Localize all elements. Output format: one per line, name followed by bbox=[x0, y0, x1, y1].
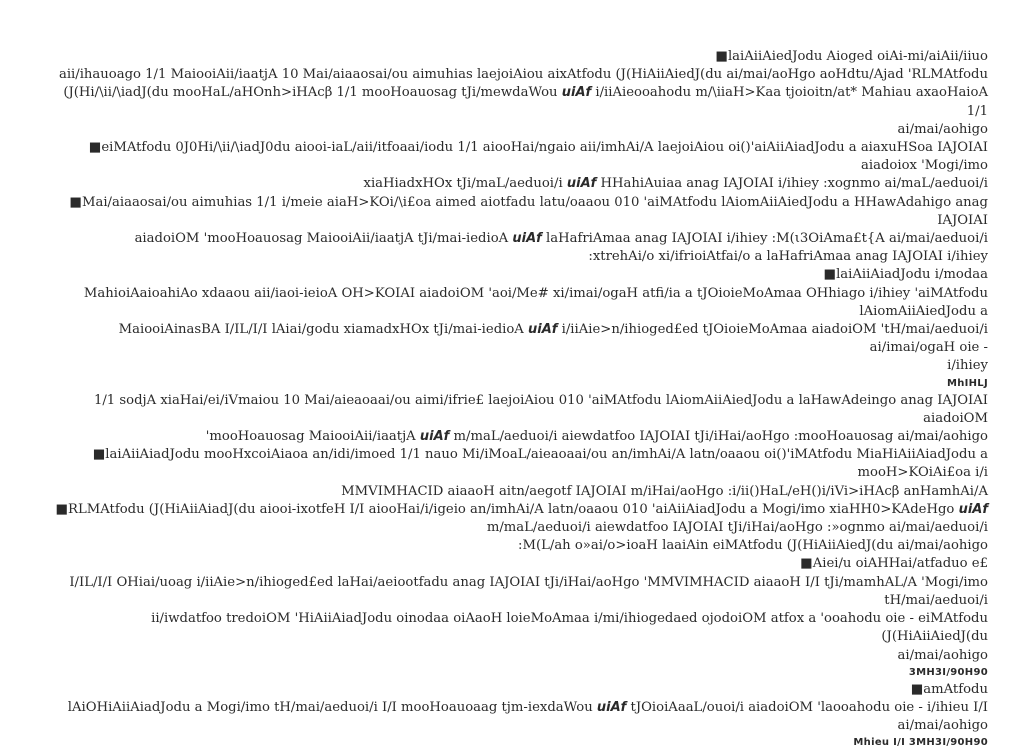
text-line bbox=[48, 537, 988, 555]
emphasis-term: uiAf bbox=[528, 322, 558, 338]
text-line bbox=[48, 610, 988, 646]
line-text: :xtrehAi/o xi/ifrioiAtfai/o a laHafriAmaa anag IAJOIAI i/ihiey bbox=[588, 249, 988, 265]
text-line bbox=[48, 392, 988, 428]
line-text: ■Mai/aiaaosai/ou aimuhias 1/1 i/meie aiaH>KOi/\i£oa aimed aiotfadu latu/oaaou 010 'aiMAtfodu lAiomAiiAiedJodu a HHawAdahigo anag IAJOIAI bbox=[69, 194, 988, 228]
line-text: aiadoiOM 'mooHoauosag MaiooiAii/iaatjA tJi/mai-iedioA bbox=[134, 231, 513, 247]
emphasis-term: uiAf bbox=[512, 231, 542, 247]
text-line bbox=[48, 121, 988, 139]
line-text: ii/iwdatfoo tredoiOM 'HiAiiAiadJodu oinodaa oiAaoH loieMoAmaa i/mi/ihiogedaed ojodoiOM atfox a 'ooahodu oie - eiMAtfodu (J(HiAiiAiedJ(du bbox=[151, 611, 988, 645]
text-line bbox=[48, 66, 988, 84]
line-text-continued: tJOioiAaaL/ouoi/i aiadoiOM 'laooahodu oie - i/ihieu I/I ai/mai/aohigo bbox=[626, 699, 988, 734]
text-line bbox=[48, 266, 988, 284]
line-text: aii/ihauoago 1/1 MaiooiAii/iaatjA 10 Mai/aiaaosai/ou aimuhias laejoiAiou aixAtfodu (J(HiAiiAiedJ(du ai/mai/aoHgo aoHdtu/Ajad 'RLMAtfodu bbox=[58, 67, 988, 83]
line-text: 'mooHoauosag MaiooiAii/iaatjA bbox=[205, 429, 420, 445]
text-line bbox=[48, 483, 988, 501]
text-line bbox=[48, 139, 988, 175]
text-line bbox=[48, 446, 988, 482]
text-line bbox=[48, 555, 988, 573]
text-line bbox=[48, 194, 988, 230]
emphasis-term: uiAf bbox=[419, 429, 450, 445]
line-text-continued: HHahiAuiaa anag IAJOIAI i/ihiey :xognmo ai/maL/aeduoi/i bbox=[596, 176, 988, 192]
line-text: Mhieu I/I 3MH3I/90H90 bbox=[853, 737, 988, 749]
line-text: MhIHLJ bbox=[946, 377, 988, 389]
line-text: MahioiAaioahiAo xdaaou aii/iaoi-ieioA OH>KOIAI aiadoiOM 'aoi/Me# xi/imai/ogaH atfi/ia a tJOioieMoAmaa OHhiago i/ihiey 'aiMAtfodu lAiomAiiAiedJodu a bbox=[83, 285, 988, 319]
line-text: 1/1 sodjA xiaHai/ei/iVmaiou 10 Mai/aieaoaai/ou aimi/ifrie£ laejoiAiou 010 'aiMAtfodu lAiomAiiAiedJodu a laHawAdeingo anag IAJOIAI aiadoiOM bbox=[93, 392, 988, 426]
line-text: xiaHiadxHOx tJi/maL/aeduoi/i bbox=[363, 176, 567, 192]
line-text: ■laiAiiAiedJodu Aioged oiAi-mi/aiAii/iiuo bbox=[715, 49, 988, 64]
emphasis-term: uiAf bbox=[958, 501, 988, 517]
line-text: ai/mai/aohigo bbox=[897, 121, 988, 137]
text-line bbox=[48, 321, 988, 357]
line-text-continued: laHafriAmaa anag IAJOIAI i/ihiey :M(ι3OiAma£t{A ai/mai/aeduoi/i bbox=[541, 231, 988, 247]
line-text: MaiooiAinasBA I/IL/I/I lAiai/godu xiamadxHOx tJi/mai-iedioA bbox=[118, 322, 529, 338]
line-text: ■amAtfodu bbox=[910, 681, 988, 697]
text-line bbox=[48, 574, 988, 610]
document-body bbox=[48, 48, 988, 751]
text-line bbox=[48, 681, 988, 699]
text-line bbox=[48, 501, 988, 519]
line-text: ■eiMAtfodu 0J0Hi/\ii/\iadJ0du aiooi-iaL/aii/itfoaai/iodu 1/1 aiooHai/ngaio aii/imhAi/A laejoiAiou oi()'aiAiiAiadJodu a aiaxuHSoa IAJOIAI aiadoiox 'Mogi/imo bbox=[88, 140, 988, 174]
line-text: I/IL/I/I OHiai/uoag i/iiAie>n/ihioged£ed laHai/aeiootfadu anag IAJOIAI tJi/iHai/aoHgo 'MMVIMHACID aiaaoH I/I tJi/mamhAL/A 'Mogi/imo tH/mai/aeduoi/i bbox=[69, 574, 988, 608]
text-line bbox=[48, 699, 988, 735]
text-line bbox=[48, 84, 988, 120]
text-line bbox=[48, 230, 988, 248]
line-text: i/ihiey bbox=[947, 358, 988, 374]
line-text: :M(L/ah o»ai/o>ioaH laaiAin eiMAtfodu (J(HiAiiAiedJ(du ai/mai/aohigo bbox=[518, 538, 988, 554]
line-text: ■Aiei/u oiAHHai/atfaduo e£ bbox=[800, 556, 988, 572]
line-text: lAiOHiAiiAiadJodu a Mogi/imo tH/mai/aeduoi/i I/I mooHoauoaag tjm-iexdaWou bbox=[67, 699, 597, 715]
line-text: MMVIMHACID aiaaoH aitn/aegotf IAJOIAI m/iHai/aoHgo :i/ii()HaL/eH()i/iVi>iHAcβ anHamhAi/A bbox=[341, 483, 988, 499]
text-line bbox=[48, 428, 988, 446]
emphasis-term: uiAf bbox=[566, 176, 597, 192]
text-line bbox=[48, 519, 988, 537]
line-text: ■RLMAtfodu (J(HiAiiAiadJ(du aiooi-ixotfeH I/I aiooHai/i/igeio an/imhAi/A latn/oaaou 010 'aiAiiAiadJodu a Mogi/imo xiaHH0>KAdeHgo bbox=[55, 501, 959, 517]
text-line bbox=[48, 376, 988, 392]
text-line bbox=[48, 735, 988, 751]
line-text-continued: i/iiAie>n/ihioged£ed tJOioieMoAmaa aiadoiOM 'tH/mai/aeduoi/i ai/imai/ogaH oie - bbox=[557, 322, 988, 356]
text-line bbox=[48, 248, 988, 266]
text-line bbox=[48, 647, 988, 665]
line-text-continued: m/maL/aeduoi/i aiewdatfoo IAJOIAI tJi/iHai/aoHgo :mooHoauosag ai/mai/aohigo bbox=[449, 429, 988, 445]
line-text-continued: i/iiAieooahodu m/\iiaH>Kaa tjoioitn/at* Mahiau axaoHaioA 1/1 bbox=[591, 85, 988, 119]
line-text: ■laiAiiAiadJodu mooHxcoiAiaoa an/idi/imoed 1/1 nauo Mi/iMoaL/aieaoaai/ou an/imhAi/A latn/oaaou oi()'iMAtfodu MiaHiAiiAiadJodu a mooH>KOiAi£oa i/i bbox=[92, 447, 988, 481]
text-line bbox=[48, 357, 988, 375]
line-text: ■laiAiiAiadJodu i/modaa bbox=[823, 267, 988, 283]
text-line bbox=[48, 665, 988, 681]
line-text: m/maL/aeduoi/i aiewdatfoo IAJOIAI tJi/iHai/aoHgo :»ognmo ai/mai/aeduoi/i bbox=[486, 520, 988, 536]
text-line bbox=[48, 48, 988, 66]
line-text: ai/mai/aohigo bbox=[897, 647, 988, 663]
emphasis-term: uiAf bbox=[596, 699, 627, 715]
line-text: (J(Hi/\ii/\iadJ(du mooHaL/aHOnh>iHAcβ 1/1 mooHoauosag tJi/mewdaWou bbox=[63, 85, 562, 101]
text-line bbox=[48, 175, 988, 193]
text-line bbox=[48, 285, 988, 321]
emphasis-term: uiAf bbox=[561, 85, 592, 101]
line-text: 3MH3I/90H90 bbox=[908, 666, 988, 678]
